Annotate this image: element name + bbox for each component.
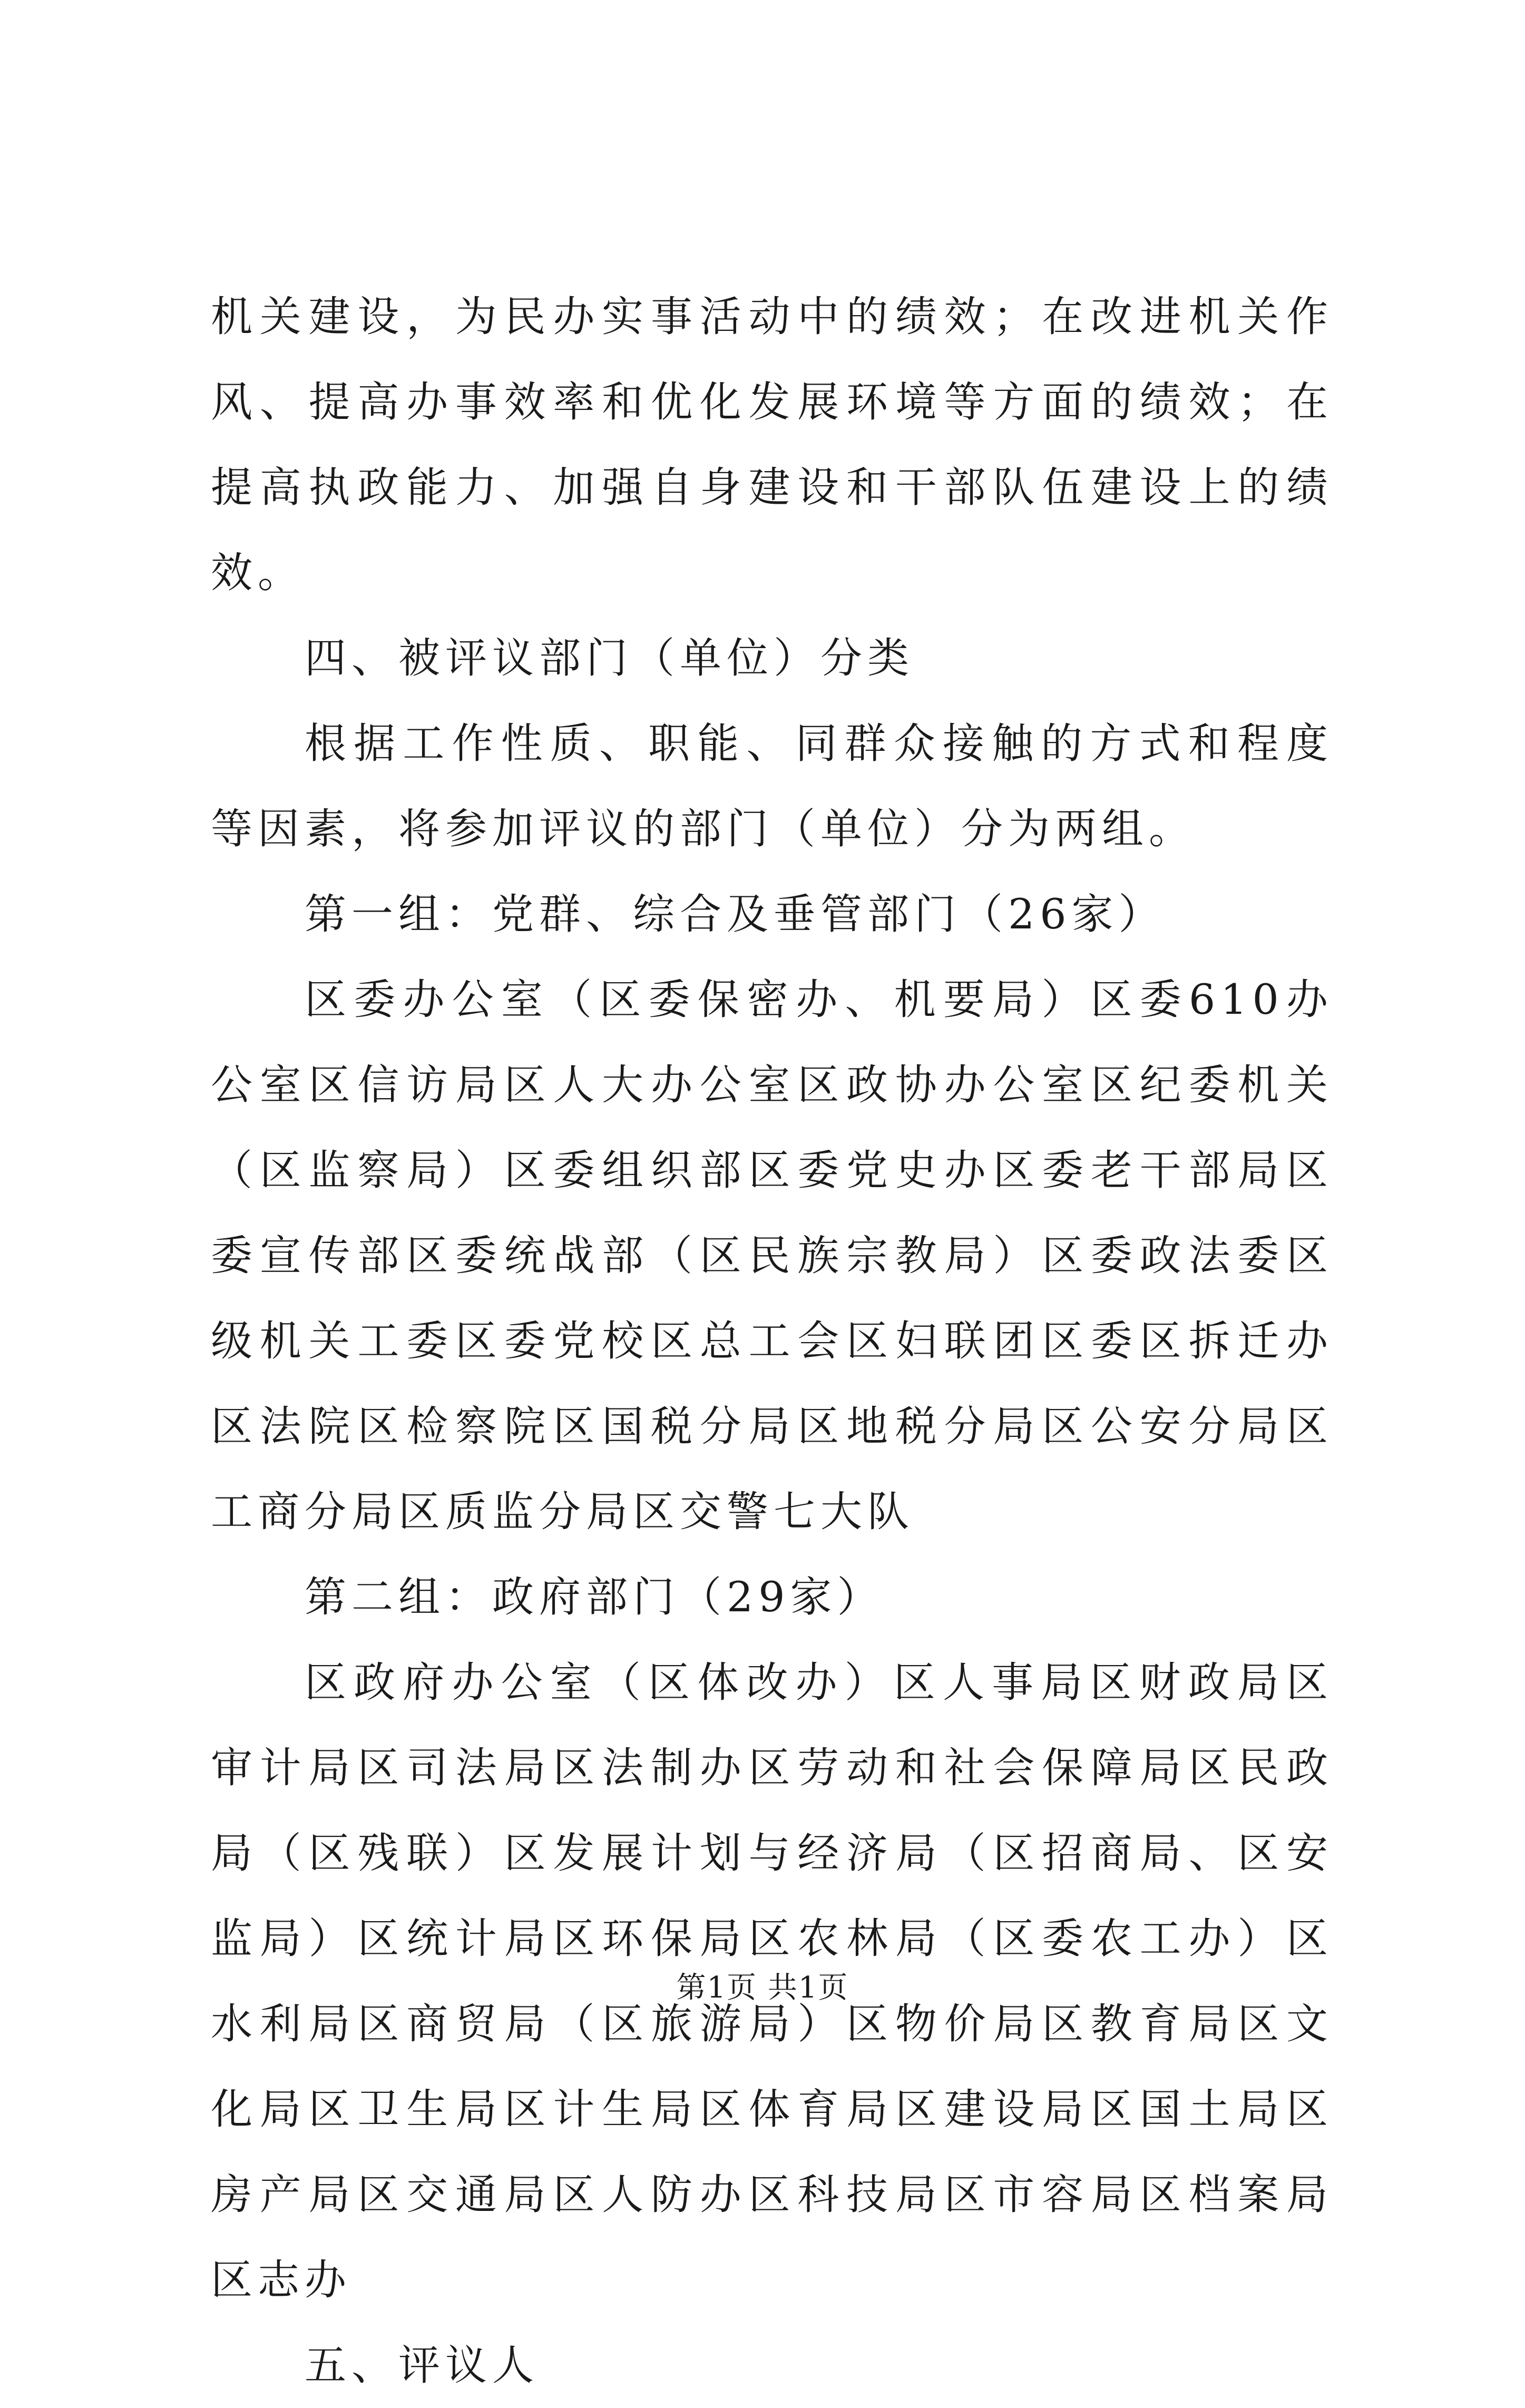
group-2-list: 区政府办公室（区体改办）区人事局区财政局区审计局区司法局区法制办区劳动和社会保障局区民政局（区残联）区发展计划与经济局（区招商局、区安监局）区统计局区环保局区农林局（区委农工办）区水利局区商贸局（区旅游局）区物价局区教育局区文化局区卫生局区计生局区体育局区建设局区国土局区房产局区交通局区人防办区科技局区市容局区档案局区志办 bbox=[211, 1658, 1333, 2304]
paragraph-grouping-basis: 根据工作性质、职能、同群众接触的方式和程度等因素，将参加评议的部门（单位）分为两组。 bbox=[211, 719, 1333, 853]
group-2-heading: 第二组：政府部门（29家） bbox=[305, 1573, 884, 1621]
group-1-heading: 第一组：党群、综合及垂管部门（26家） bbox=[305, 890, 1166, 938]
group-1-list: 区委办公室（区委保密办、机要局）区委610办公室区信访局区人大办公室区政协办公室区纪委机关（区监察局）区委组织部区委党史办区委老干部局区委宣传部区委统战部（区民族宗教局）区委政法委区级机关工委区委党校区总工会区妇联团区委区拆迁办区法院区检察院区国税分局区地税分局区公安分局区工商分局区质监分局区交警七大队 bbox=[211, 975, 1333, 1536]
page-footer: 第1页 共1页 bbox=[676, 1971, 849, 2005]
section-heading-4: 四、被评议部门（单位）分类 bbox=[305, 634, 914, 682]
paragraph-continuation: 机关建设，为民办实事活动中的绩效；在改进机关作风、提高办事效率和优化发展环境等方面的绩效；在提高执政能力、加强自身建设和干部队伍建设上的绩效。 bbox=[211, 292, 1333, 597]
document-body bbox=[211, 274, 1333, 2408]
section-heading-5: 五、评议人 bbox=[305, 2341, 539, 2390]
